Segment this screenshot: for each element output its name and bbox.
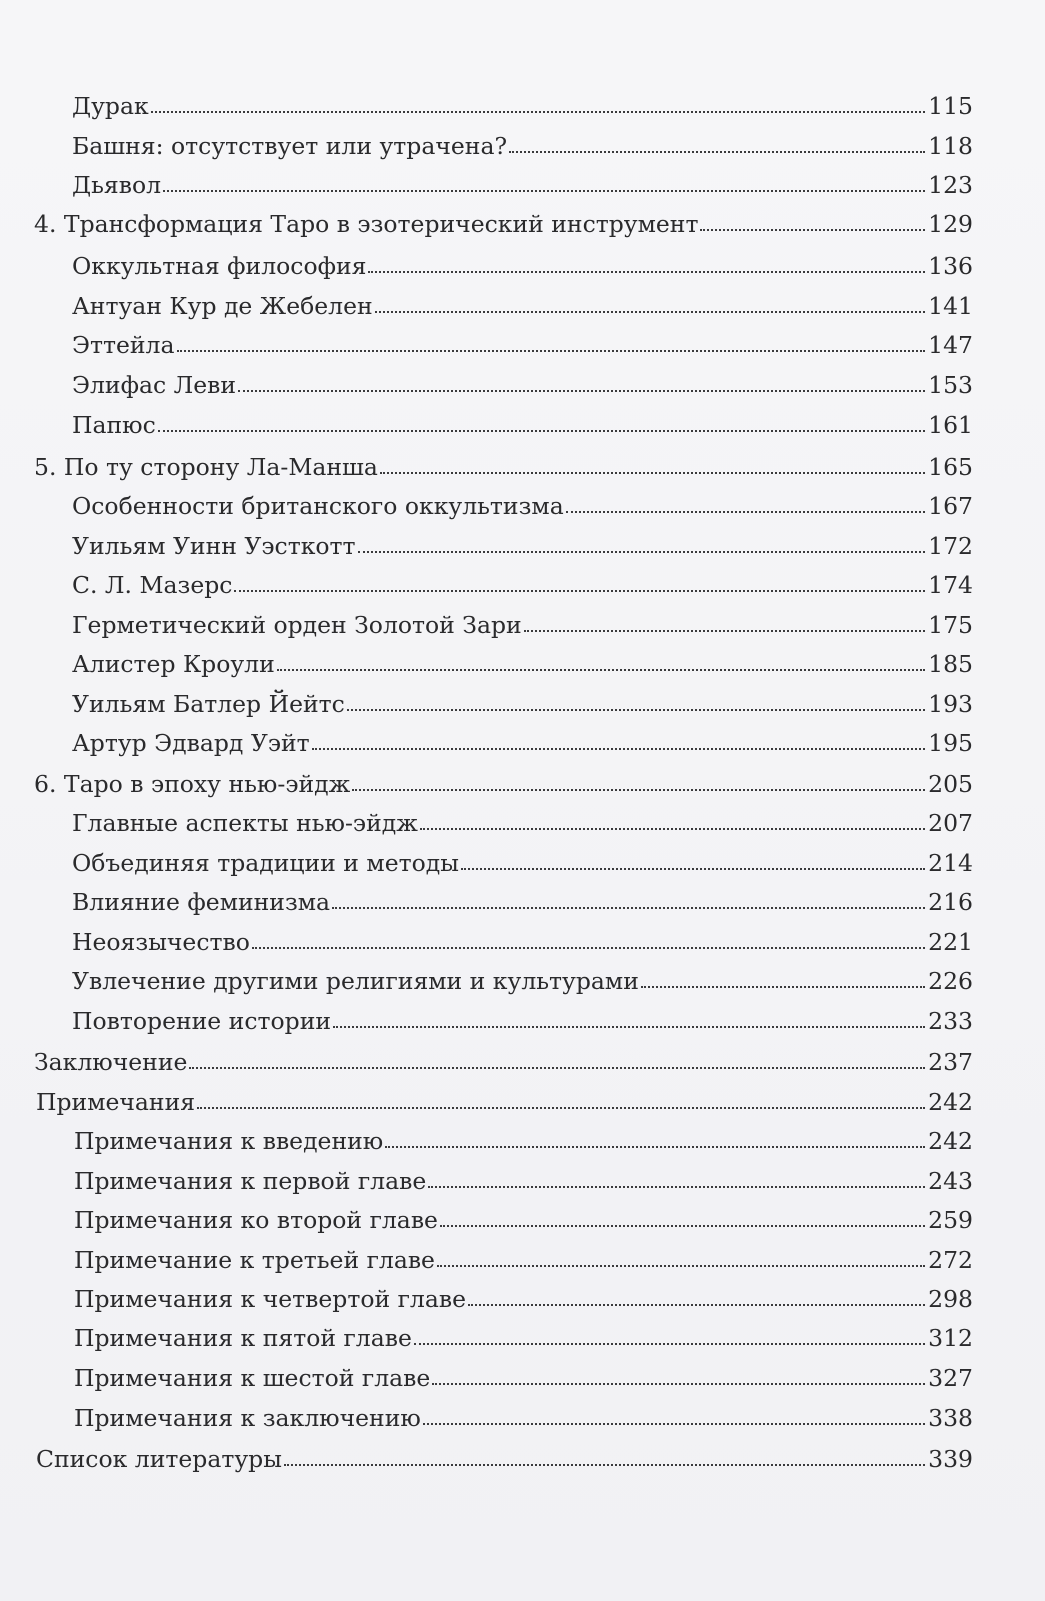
toc-entry-page-number: 233 bbox=[928, 1006, 973, 1035]
toc-entry bbox=[34, 202, 973, 236]
dot-leader bbox=[189, 1067, 925, 1069]
toc-entry-title: Объединяя традиции и методы bbox=[72, 848, 459, 877]
toc-entry-page-number: 312 bbox=[928, 1323, 973, 1352]
toc-entry-page-number: 115 bbox=[928, 91, 973, 120]
dot-leader bbox=[641, 986, 925, 988]
dot-leader bbox=[163, 190, 925, 192]
toc-entry bbox=[72, 363, 973, 397]
toc-entry bbox=[34, 445, 973, 479]
toc-entry-title: Влияние феминизма bbox=[72, 887, 331, 916]
toc-entry-title: Примечания к введению bbox=[74, 1126, 384, 1155]
dot-leader bbox=[375, 311, 925, 313]
toc-entry bbox=[72, 244, 973, 278]
toc-entry-title: 5. По ту сторону Ла-Манша bbox=[34, 452, 378, 481]
toc-entry-page-number: 172 bbox=[928, 531, 973, 560]
dot-leader bbox=[566, 511, 925, 513]
toc-entry-page-number: 175 bbox=[928, 610, 973, 639]
dot-leader bbox=[428, 1186, 925, 1188]
dot-leader bbox=[151, 111, 925, 113]
dot-leader bbox=[358, 551, 926, 553]
dot-leader bbox=[197, 1107, 925, 1109]
toc-entry-page-number: 207 bbox=[928, 808, 973, 837]
toc-entry bbox=[72, 682, 973, 716]
dot-leader bbox=[177, 350, 926, 352]
dot-leader bbox=[252, 947, 925, 949]
toc-entry-page-number: 272 bbox=[928, 1245, 973, 1274]
toc-entry-page-number: 174 bbox=[928, 570, 973, 599]
toc-entry-page-number: 165 bbox=[928, 452, 973, 481]
dot-leader bbox=[385, 1146, 925, 1148]
toc-entry bbox=[72, 124, 973, 158]
toc-entry-page-number: 242 bbox=[928, 1126, 973, 1155]
toc-entry-page-number: 123 bbox=[928, 170, 973, 199]
toc-entry-page-number: 243 bbox=[928, 1166, 973, 1195]
toc-entry bbox=[74, 1316, 973, 1350]
toc-entry-title: Примечания к четвертой главе bbox=[74, 1284, 467, 1313]
dot-leader bbox=[414, 1343, 925, 1345]
toc-entry bbox=[72, 524, 973, 558]
toc-entry bbox=[34, 1040, 973, 1074]
dot-leader bbox=[420, 828, 925, 830]
toc-entry-title: Алистер Кроули bbox=[72, 649, 275, 678]
toc-entry-page-number: 338 bbox=[928, 1403, 973, 1432]
toc-entry-title: Увлечение другими религиями и культурами bbox=[72, 966, 639, 995]
toc-entry-title: Примечания к шестой главе bbox=[74, 1363, 431, 1392]
dot-leader bbox=[380, 472, 925, 474]
toc-entry-title: Уильям Батлер Йейтс bbox=[72, 689, 345, 718]
toc-entry-page-number: 161 bbox=[928, 410, 973, 439]
toc-entry-title: Примечания ко второй главе bbox=[74, 1205, 438, 1234]
toc-entry-title: Список литературы bbox=[36, 1444, 282, 1473]
toc-entry-page-number: 153 bbox=[928, 370, 973, 399]
toc-entry-title: Примечания к первой главе bbox=[74, 1166, 427, 1195]
toc-entry bbox=[72, 84, 973, 118]
toc-entry-page-number: 118 bbox=[928, 131, 973, 160]
toc-entry-page-number: 205 bbox=[928, 769, 973, 798]
dot-leader bbox=[284, 1464, 925, 1466]
dot-leader bbox=[352, 789, 925, 791]
dot-leader bbox=[524, 630, 925, 632]
toc-entry-page-number: 185 bbox=[928, 649, 973, 678]
toc-entry bbox=[72, 999, 973, 1033]
toc-entry-title: 4. Трансформация Таро в эзотерический инструмент bbox=[34, 209, 699, 238]
toc-entry-title: Герметический орден Золотой Зари bbox=[72, 610, 522, 639]
toc-entry-page-number: 216 bbox=[928, 887, 973, 916]
toc-entry-page-number: 129 bbox=[928, 209, 973, 238]
dot-leader bbox=[440, 1225, 925, 1227]
toc-entry bbox=[74, 1356, 973, 1390]
toc-entry-page-number: 141 bbox=[928, 291, 973, 320]
toc-entry bbox=[74, 1198, 973, 1232]
toc-entry-page-number: 147 bbox=[928, 330, 973, 359]
dot-leader bbox=[312, 748, 925, 750]
toc-entry-page-number: 214 bbox=[928, 848, 973, 877]
toc-entry-page-number: 136 bbox=[928, 251, 973, 280]
toc-entry-page-number: 327 bbox=[928, 1363, 973, 1392]
toc-entry bbox=[74, 1159, 973, 1193]
toc-entry-title: Главные аспекты нью-эйдж bbox=[72, 808, 418, 837]
dot-leader bbox=[347, 709, 925, 711]
toc-entry-page-number: 237 bbox=[928, 1047, 973, 1076]
dot-leader bbox=[423, 1423, 925, 1425]
dot-leader bbox=[509, 151, 925, 153]
toc-entry bbox=[72, 841, 973, 875]
dot-leader bbox=[700, 229, 925, 231]
toc-entry-title: Неоязычество bbox=[72, 927, 250, 956]
toc-entry bbox=[74, 1119, 973, 1153]
dot-leader bbox=[277, 669, 925, 671]
toc-entry-title: Особенности британского оккультизма bbox=[72, 491, 564, 520]
toc-entry bbox=[72, 163, 973, 197]
toc-entry-title: Башня: отсутствует или утрачена? bbox=[72, 131, 508, 160]
dot-leader bbox=[158, 430, 925, 432]
toc-entry bbox=[72, 880, 973, 914]
toc-entry bbox=[36, 1080, 973, 1114]
toc-entry bbox=[72, 959, 973, 993]
toc-entry-title: Примечание к третьей главе bbox=[74, 1245, 435, 1274]
toc-entry bbox=[72, 721, 973, 755]
toc-entry-title: Артур Эдвард Уэйт bbox=[72, 728, 310, 757]
dot-leader bbox=[432, 1383, 925, 1385]
dot-leader bbox=[468, 1304, 925, 1306]
toc-entry-page-number: 226 bbox=[928, 966, 973, 995]
toc-entry-page-number: 259 bbox=[928, 1205, 973, 1234]
toc-entry bbox=[74, 1238, 973, 1272]
toc-entry bbox=[72, 603, 973, 637]
toc-entry-page-number: 193 bbox=[928, 689, 973, 718]
toc-entry-title: Элифас Леви bbox=[72, 370, 237, 399]
dot-leader bbox=[234, 590, 925, 592]
toc-entry bbox=[36, 1437, 973, 1471]
dot-leader bbox=[368, 271, 925, 273]
toc-entry-page-number: 298 bbox=[928, 1284, 973, 1313]
toc-entry bbox=[72, 323, 973, 357]
toc-entry bbox=[74, 1277, 973, 1311]
toc-entry bbox=[72, 563, 973, 597]
toc-entry bbox=[34, 762, 973, 796]
toc-entry-page-number: 339 bbox=[928, 1444, 973, 1473]
toc-entry bbox=[72, 801, 973, 835]
dot-leader bbox=[332, 907, 925, 909]
dot-leader bbox=[333, 1026, 925, 1028]
toc-entry-title: Дьявол bbox=[72, 170, 162, 199]
toc-entry-page-number: 221 bbox=[928, 927, 973, 956]
toc-entry bbox=[72, 484, 973, 518]
dot-leader bbox=[461, 868, 925, 870]
toc-entry-title: Примечания к заключению bbox=[74, 1403, 421, 1432]
toc-entry bbox=[72, 920, 973, 954]
toc-entry-page-number: 242 bbox=[928, 1087, 973, 1116]
toc-entry bbox=[72, 642, 973, 676]
toc-entry-page-number: 167 bbox=[928, 491, 973, 520]
toc-entry-title: Уильям Уинн Уэсткотт bbox=[72, 531, 356, 560]
dot-leader bbox=[238, 390, 925, 392]
toc-entry-title: 6. Таро в эпоху нью-эйдж bbox=[34, 769, 351, 798]
toc-entry-title: Дурак bbox=[72, 91, 149, 120]
toc-entry bbox=[74, 1396, 973, 1430]
toc-entry-title: Заключение bbox=[34, 1047, 188, 1076]
toc-entry-title: Повторение истории bbox=[72, 1006, 332, 1035]
toc-entry-title: Оккультная философия bbox=[72, 251, 367, 280]
toc-entry bbox=[72, 403, 973, 437]
toc-entry-title: С. Л. Мазерс bbox=[72, 570, 233, 599]
toc-entry-title: Примечания к пятой главе bbox=[74, 1323, 412, 1352]
toc-entry bbox=[72, 284, 973, 318]
toc-entry-title: Примечания bbox=[36, 1087, 196, 1116]
toc-entry-title: Папюс bbox=[72, 410, 156, 439]
dot-leader bbox=[437, 1265, 925, 1267]
toc-entry-title: Эттейла bbox=[72, 330, 175, 359]
toc-entry-title: Антуан Кур де Жебелен bbox=[72, 291, 373, 320]
toc-entry-page-number: 195 bbox=[928, 728, 973, 757]
